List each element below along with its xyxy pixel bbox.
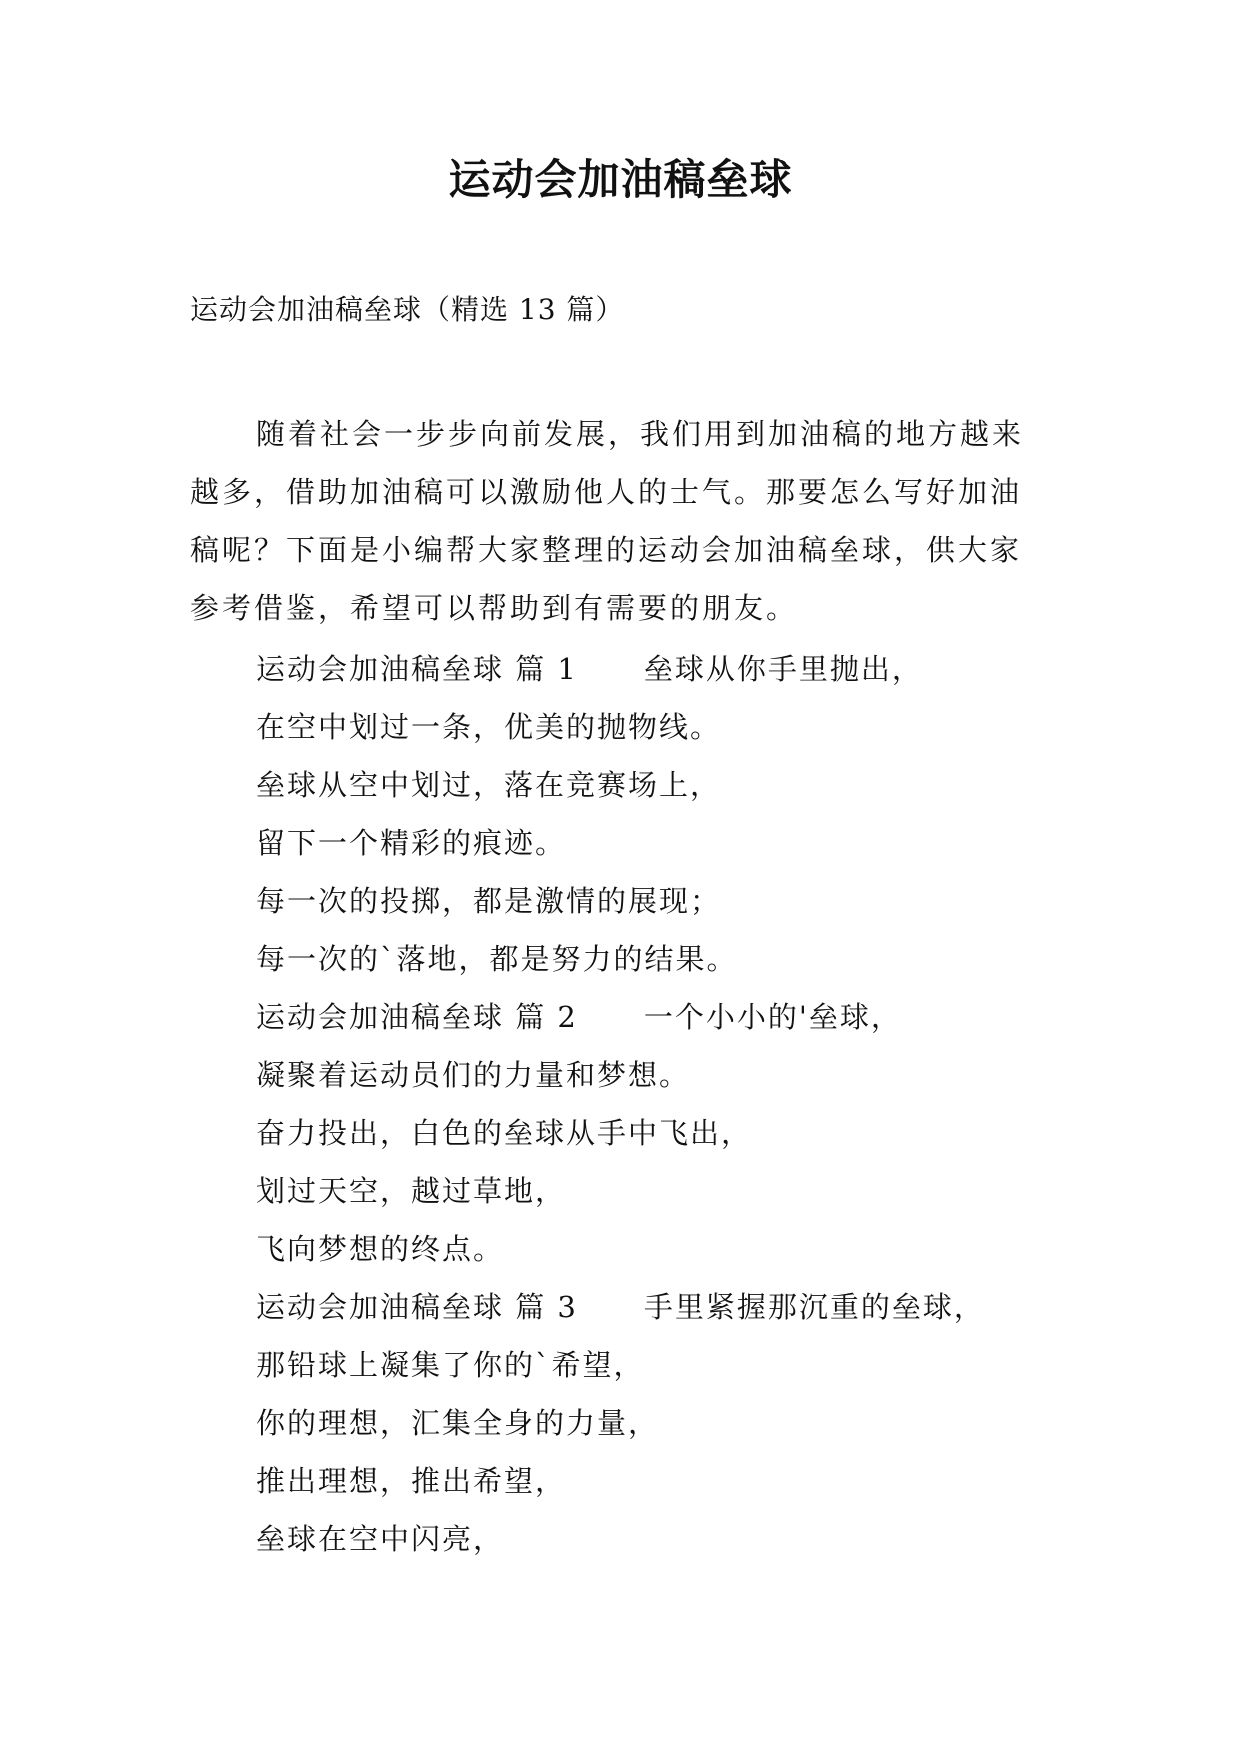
section-heading: 运动会加油稿垒球 篇 1 [256,652,578,686]
line-text: 推出理想，推出希望， [256,1464,567,1498]
section-line [256,1278,1076,1336]
line-text: 垒球在空中闪亮， [256,1522,505,1556]
poem-line [256,1336,1076,1394]
poem-line [256,872,1076,930]
document-subtitle: 运动会加油稿垒球（精选 13 篇） [190,293,625,326]
section-line [256,988,1076,1046]
line-text: 飞向梦想的终点。 [256,1232,505,1266]
poem-line [256,814,1076,872]
poem-line [256,756,1076,814]
line-text: 手里紧握那沉重的垒球， [643,1290,985,1324]
line-text: 凝聚着运动员们的力量和梦想。 [256,1058,691,1092]
line-text: 每一次的投掷，都是激情的展现； [256,884,722,918]
poem-line [256,1220,1076,1278]
line-text: 在空中划过一条，优美的抛物线。 [256,710,722,744]
document-title: 运动会加油稿垒球 [448,155,793,204]
poem-line [256,1046,1076,1104]
poem-line [256,1162,1076,1220]
poem-line [256,1510,1076,1568]
poem-line [256,698,1076,756]
line-text: 垒球从你手里抛出， [643,652,923,686]
poem-lines [256,640,1076,1568]
poem-line [256,1394,1076,1452]
section-heading: 运动会加油稿垒球 篇 3 [256,1290,578,1324]
line-text: 垒球从空中划过，落在竞赛场上， [256,768,722,802]
line-text: 你的理想，汇集全身的力量， [256,1406,660,1440]
line-text: 一个小小的'垒球， [643,1000,902,1034]
line-text: 奋力投出，白色的垒球从手中飞出， [256,1116,753,1150]
poem-line [256,930,1076,988]
section-heading: 运动会加油稿垒球 篇 2 [256,1000,578,1034]
line-text: 留下一个精彩的痕迹。 [256,826,567,860]
intro-paragraph: 随着社会一步步向前发展，我们用到加油稿的地方越来越多，借助加油稿可以激励他人的士气。那要怎么写好加油稿呢？下面是小编帮大家整理的运动会加油稿垒球，供大家参考借鉴，希望可以帮助到有需要的朋友。 [190,417,1025,625]
poem-line [256,1452,1076,1510]
line-text: 划过天空，越过草地， [256,1174,567,1208]
poem-line [256,1104,1076,1162]
line-text: 那铅球上凝集了你的`希望， [256,1348,645,1382]
section-line [256,640,1076,698]
line-text: 每一次的`落地，都是努力的结果。 [256,942,738,976]
